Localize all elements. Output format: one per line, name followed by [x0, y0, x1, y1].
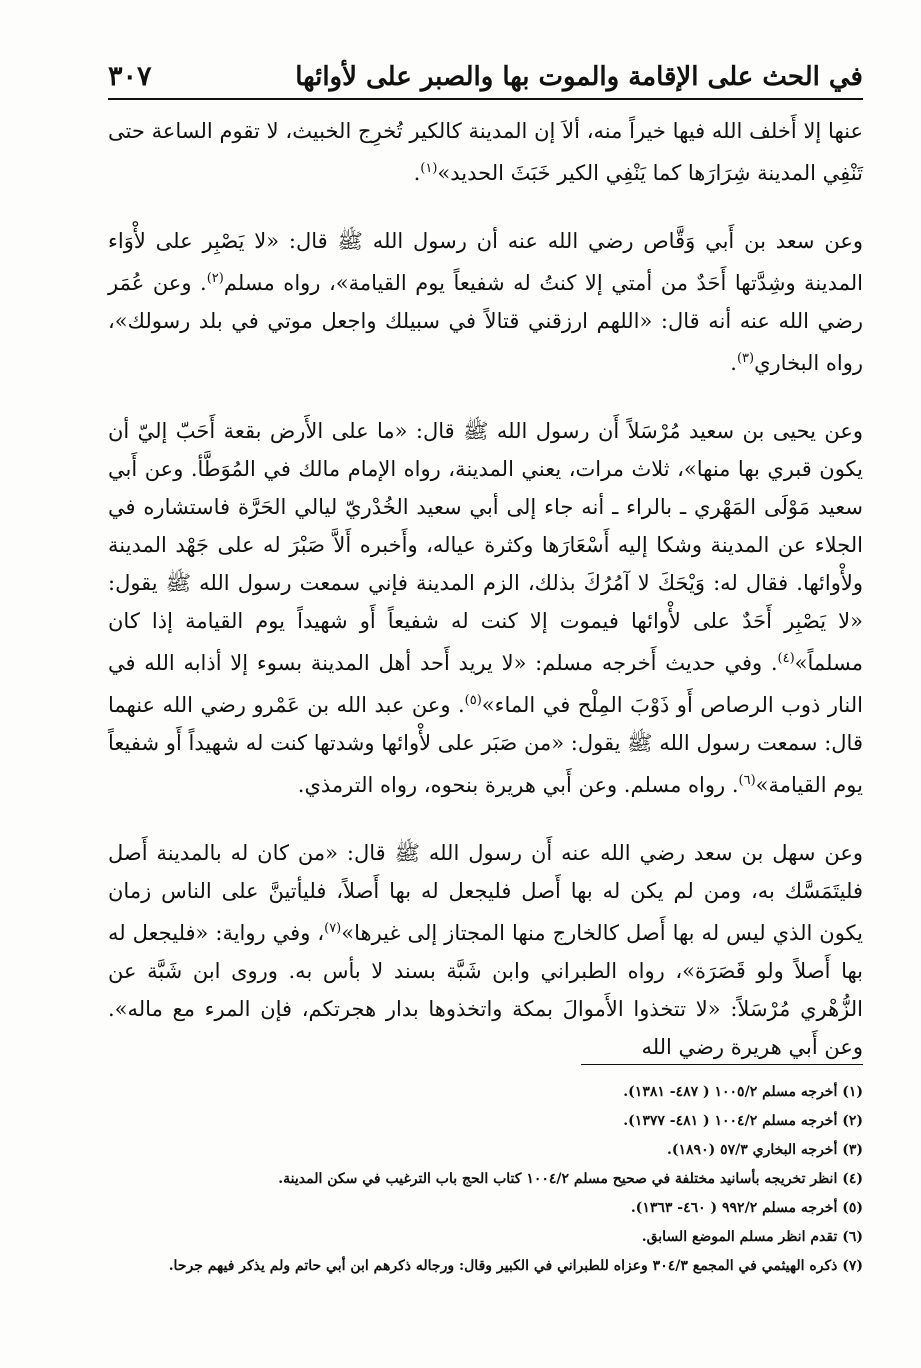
footnote-ref: (٥): [464, 693, 482, 708]
paragraph: عنها إلا أَخلف الله فيها خيراً منه، ألاَ إن المدينة كالكير تُخرِج الخبيث، لا تقوم الساعة حتى تَنْفِي المدينة شِرَارَها كما يَنْفِي الكير خَبَثَ الحديد»$^{(١)}$.: [108, 119, 863, 185]
page-number: ٣٠٧: [108, 61, 152, 92]
footnote-ref: (٦): [738, 773, 756, 788]
footnote-ref: (٣): [736, 351, 755, 366]
footnote: (١) أخرجه مسلم ١٠٠٥/٢ ( ٤٨٧- ١٣٨١).: [623, 1084, 863, 1100]
footnote: (٤) انظر تخريجه بأسانيد مختلفة في صحيح مسلم ١٠٠٤/٢ كتاب الحج باب الترغيب في سكن المدينة.: [278, 1171, 863, 1187]
running-title: في الحث على الإقامة والموت بها والصبر على لأوائها: [295, 62, 863, 92]
main-text: [108, 112, 863, 1096]
footnote-ref: (٤): [777, 651, 795, 666]
paragraph: وعن سعد بن أَبي وَقَّاص رضي الله عنه أن رسول الله ﷺ قال: «لا يَصْبِر على لأْوَاء المدينة وشِدَّتها أَحَدٌ من أمتي إلا كنتُ له شفيعاً يوم القيامة»، رواه مسلم$^{(٢)}$. وعن عُمَر رضي الله عنه أنه قال: «اللهم ارزقني قتالاً في سبيلك واجعل موتي في بلد رسولك»، رواه البخاري$^{(٣)}$.: [108, 229, 863, 375]
footnote-ref: (٧): [324, 921, 342, 936]
paragraph: وعن سهل بن سعد رضي الله عنه أَن رسول الله ﷺ قال: «من كان له بالمدينة أَصل فليتَمَسَّك به، ومن لم يكن له بها أَصل فليجعل له بها أَصلاً، فليأتينَّ على الناس زمان يكون الذي ليس له بها أَصل كالخارج منها المجتاز إلى غيرها»$^{(٧)}$، وفي رواية: «فليجعل له بها أَصلاً ولو قَصَرَة»، رواه الطبراني وابن شَبَّة بسند لا بأس به. وروى ابن شَبَّة عن الزُّهْري مُرْسَلاً: «لا تتخذوا الأَموالَ بمكة واتخذوها بدار هجرتكم، فإن المرء مع ماله». وعن أَبي هريرة رضي الله: [108, 841, 863, 1059]
footnote-divider: [581, 1064, 863, 1065]
footnote-ref: (١): [420, 161, 438, 176]
footnotes: [108, 1078, 863, 1281]
footnote: (٣) أخرجه البخاري ٥٧/٣ (١٨٩٠).: [667, 1142, 863, 1158]
footnote: (٢) أخرجه مسلم ١٠٠٤/٢ ( ٤٨١- ١٣٧٧).: [623, 1113, 863, 1129]
footnote-ref: (٢): [206, 271, 224, 286]
footnote: (٥) أخرجه مسلم ٩٩٢/٢ ( ٤٦٠- ١٣٦٣).: [630, 1200, 863, 1216]
page-header: [108, 54, 863, 100]
footnote: (٧) ذكره الهيثمي في المجمع ٣٠٤/٣ وعزاه للطبراني في الكبير وقال: ورجاله ذكرهم ابن أبي حاتم ولم يذكر فيهم جرحا.: [168, 1258, 863, 1274]
footnote: (٦) تقدم انظر مسلم الموضع السابق.: [641, 1229, 863, 1245]
paragraph: وعن يحيى بن سعيد مُرْسَلاً أَن رسول الله ﷺ قال: «ما على الأَرض بقعة أَحَبّ إليّ أن يكون قبري بها منها»، ثلاث مرات، يعني المدينة، رواه الإمام مالك في المُوَطَّأ. وعن أَبي سعيد مَوْلَى المَهْري ـ بالراء ـ أنه جاء إلى أبي سعيد الخُدْريّ ليالي الحَرَّة فاستشاره في الجلاء عن المدينة وشكا إليه أَسْعَارَها وكثرة عياله، وأَخبره أَلاَّ صَبْرَ له على جَهْد المدينة ولأْوائها. فقال له: وَيْحَكَ لا آمُرُكَ بذلك، الزم المدينة فإني سمعت رسول الله ﷺ يقول: «لا يَصْبِر أَحَدٌ على لأْوائها فيموت إلا كنت له شفيعاً أَو شهيداً يوم القيامة إذا كان مسلماً»$^{(٤)}$. وفي حديث أَخرجه مسلم: «لا يريد أَحد أهل المدينة بسوء إلا أذابه الله في النار ذوب الرصاص أَو ذَوْبَ المِلْح في الماء»$^{(٥)}$. وعن عبد الله بن عَمْرو رضي الله عنهما قال: سمعت رسول الله ﷺ يقول: «من صَبَر على لأْوائها وشدتها كنت له شهيداً أَو شفيعاً يوم القيامة»$^{(٦)}$. رواه مسلم. وعن أَبي هريرة بنحوه، رواه الترمذي.: [108, 419, 863, 797]
